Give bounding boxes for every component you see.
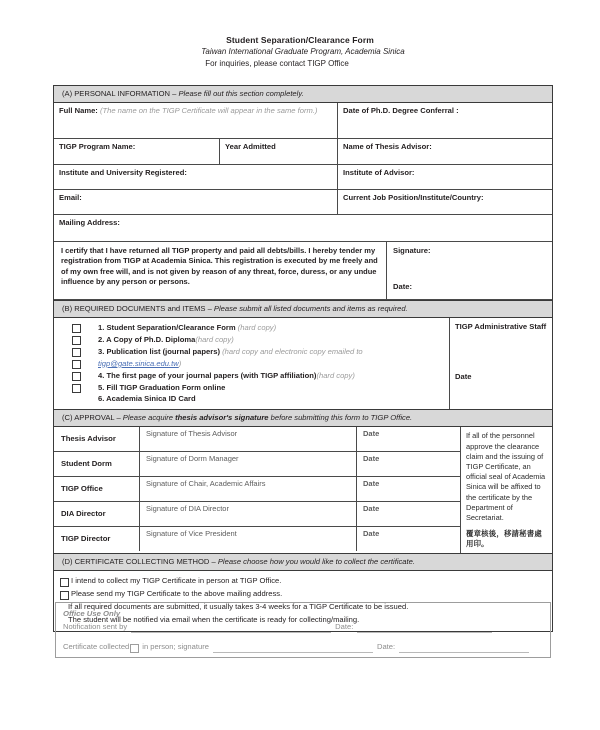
in-person-signature-input[interactable] [213,643,373,653]
approval-date-field[interactable]: Date [356,477,460,501]
checkbox-doc-3-email[interactable] [72,360,81,369]
approval-signature-field[interactable]: Signature of Vice President [139,527,356,551]
mailing-address-label: Mailing Address: [59,218,120,227]
cell-job-position[interactable] [337,190,552,214]
doc-item-text [98,370,355,381]
approval-role: TIGP Director [61,534,111,544]
collect-option-2-label: Please send my TIGP Certificate to the above mailing address. [71,588,283,598]
doc-item-text [98,346,363,357]
office-use-title: Office Use Only [63,609,121,618]
row-email [54,190,552,215]
cell-mailing-address[interactable] [54,215,552,241]
doc-item-text [98,334,234,345]
doc-3-hint: (hard copy and electronic copy emailed to [222,346,363,356]
doc-4-num: 4. [98,370,105,380]
doc-6-text: Academia Sinica ID Card [106,394,196,404]
approval-note [460,427,552,553]
doc-2-text: A Copy of Ph.D. Diploma [106,334,196,344]
cell-year-admitted[interactable] [219,139,337,164]
checkbox-collect-in-person[interactable] [60,578,69,587]
document-header [0,0,600,70]
thesis-advisor-label: Name of Thesis Advisor: [343,142,432,151]
list-item[interactable] [72,382,445,393]
doc-6-num: 6. [98,394,105,404]
approval-note-text: If all of the personnel approve the clearance claim and the issuing of TIGP Certificate, an official seal of Academia Sinica will be affixed to the certificate by the Department of Secretariat. [466,431,546,522]
collected-date-label: Date: [376,642,396,651]
section-a-dash: – [170,89,179,98]
form-table [53,85,553,632]
tigp-email-link[interactable]: tigp@gate.sinica.edu.tw [98,358,179,368]
office-use-box [55,602,551,658]
certification-statement: I certify that I have returned all TIGP property and paid all debts/bills. I hereby tender my registration from TIGP at Academia Sinica. This registration is executed by me freely and of my own free will, and is not given by reason of any threat, force, duress, or any undue influence by any person or persons. [61,246,378,287]
doc-item-text [98,393,196,404]
section-a-code: (A) PERSONAL INFORMATION [62,89,171,98]
institute-advisor-label: Institute of Advisor: [343,168,415,177]
email-label: Email: [59,193,82,202]
contact-line: For inquiries, please contact TIGP Office [205,59,349,68]
full-name-hint: (The name on the TIGP Certificate will appear in the same form.) [99,106,318,115]
doc-1-hint: (hard copy) [237,323,277,332]
cell-phd-date[interactable] [337,103,552,138]
cell-full-name[interactable] [54,103,337,138]
approval-table [54,427,460,553]
approval-signature-field[interactable]: Signature of Dorm Manager [139,452,356,476]
doc-1-num: 1. [98,323,105,332]
in-person-signature-label: in person; signature [142,642,209,651]
year-admitted-label: Year Admitted [225,142,276,151]
approval-date-field[interactable]: Date [356,527,460,551]
doc-3-num: 3. [98,346,105,356]
table-row [54,527,460,551]
doc-4-hint: (hard copy) [316,370,355,380]
notification-date-label: Date: [335,622,354,631]
full-name-label: Full Name: [59,106,98,115]
certificate-collected-label: Certificate collected [63,642,130,651]
collect-note-1: If all required documents are submitted, it usually takes 3-4 weeks for a TIGP Certificate to be issued. [68,602,409,612]
approval-signature-field[interactable]: Signature of Chair, Academic Affairs [139,477,356,501]
cell-institute-advisor[interactable] [337,165,552,189]
section-d-dash: – [209,557,218,567]
doc-4-text: The first page of your journal papers (with TIGP affiliation) [106,370,317,380]
job-position-label: Current Job Position/Institute/Country: [343,193,484,202]
checkbox-doc-4[interactable] [72,372,81,381]
row-program [54,139,552,165]
date-label: Date: [393,281,412,291]
institute-registered-label: Institute and University Registered: [59,168,187,177]
approval-note-chinese: 覆章核後，移請秘書處用印。 [466,529,542,549]
collect-option-in-person[interactable] [54,575,552,588]
doc-item-text [98,382,225,393]
cell-institute-registered[interactable] [54,165,337,189]
section-b-code: (B) REQUIRED DOCUMENTS and ITEMS [62,304,206,313]
doc-2-hint: (hard copy) [195,334,234,344]
doc-5-text: Fill TIGP Graduation Form online [106,382,226,392]
phd-date-label: Date of Ph.D. Degree Conferral : [343,106,459,115]
approval-date-field[interactable]: Date [356,427,460,451]
approval-date-field[interactable]: Date [356,502,460,526]
approval-role: TIGP Office [61,484,103,494]
cell-program-name[interactable] [54,139,219,164]
program-label: TIGP Program Name: [59,142,136,151]
section-b-note: Please submit all listed documents and items as required. [213,304,408,313]
row-institute [54,165,552,190]
collected-date-input[interactable] [399,643,529,653]
doc-item-text [98,322,276,333]
section-c-heading [54,409,552,427]
section-d-note: Please choose how you would like to collect the certificate. [217,557,415,567]
collect-option-mail[interactable] [54,588,552,601]
table-row [54,502,460,527]
table-row [54,427,460,452]
cell-thesis-advisor[interactable] [337,139,552,164]
section-b-dash: – [205,304,214,313]
list-item[interactable] [72,346,445,357]
doc-2-num: 2. [98,334,105,344]
section-c-note-post: before submitting this form to TIGP Office. [268,413,413,423]
section-d-code: (D) CERTIFICATE COLLECTING METHOD [62,557,210,567]
notification-row [63,621,543,633]
page-title: Student Separation/Clearance Form [226,35,374,45]
tigp-admin-staff-label: TIGP Administrative Staff [455,322,547,331]
collected-row [63,641,543,653]
approval-role: DIA Director [61,509,106,519]
section-b-body [54,318,552,409]
approval-role: Student Dorm [61,459,112,469]
section-a-note: Please fill out this section completely. [178,89,304,98]
section-c-code: (C) APPROVAL [62,413,115,423]
list-item[interactable] [72,334,445,345]
list-item[interactable] [72,370,445,381]
signature-label: Signature: [393,246,431,255]
row-certification [54,242,552,300]
doc-item-text [98,358,181,369]
section-c-note-bold: thesis advisor's signature [175,413,269,423]
checkbox-collect-by-mail[interactable] [60,591,69,600]
list-item[interactable] [72,322,445,333]
checkbox-doc-3[interactable] [72,348,81,357]
tigp-admin-staff-date-label: Date [455,372,472,381]
approval-role: Thesis Advisor [61,434,116,444]
cell-email[interactable] [54,190,337,214]
notification-sent-by-label: Notification sent by [63,622,128,631]
section-b-heading [54,300,552,318]
checkbox-doc-2[interactable] [72,336,81,345]
section-d-heading [54,553,552,571]
doc-1-text: Student Separation/Clearance Form [106,323,236,332]
table-row [54,477,460,502]
section-c-note-pre: Please acquire [122,413,176,423]
doc-3-hint-tail: ) [178,358,182,368]
checkbox-doc-1[interactable] [72,324,81,333]
cell-signature-date[interactable] [386,242,552,299]
doc-3-text: Publication list (journal papers) [106,346,220,356]
section-c-dash: – [114,413,123,423]
table-row [54,452,460,477]
list-item[interactable] [72,393,445,404]
section-a-heading [54,86,552,103]
doc-5-num: 5. [98,382,105,392]
approval-signature-field[interactable]: Signature of Thesis Advisor [139,427,356,451]
row-mailing-address [54,215,552,242]
row-full-name [54,103,552,139]
approval-date-field[interactable]: Date [356,452,460,476]
checkbox-doc-5[interactable] [72,384,81,393]
checkbox-collected-in-person[interactable] [130,644,139,653]
required-documents-list [54,318,449,409]
notification-date-input[interactable] [357,623,492,633]
approval-signature-field[interactable]: Signature of DIA Director [139,502,356,526]
collect-note-2: The student will be notified via email when the certificate is ready for collecting/mailing. [68,615,360,625]
notification-sent-by-input[interactable] [131,623,331,633]
tigp-admin-staff-cell[interactable] [449,318,552,409]
collect-option-1-label: I intend to collect my TIGP Certificate in person at TIGP Office. [71,576,282,586]
program-subtitle: Taiwan International Graduate Program, Academia Sinica [201,47,405,56]
section-c-body [54,427,552,553]
list-item[interactable] [72,358,445,369]
